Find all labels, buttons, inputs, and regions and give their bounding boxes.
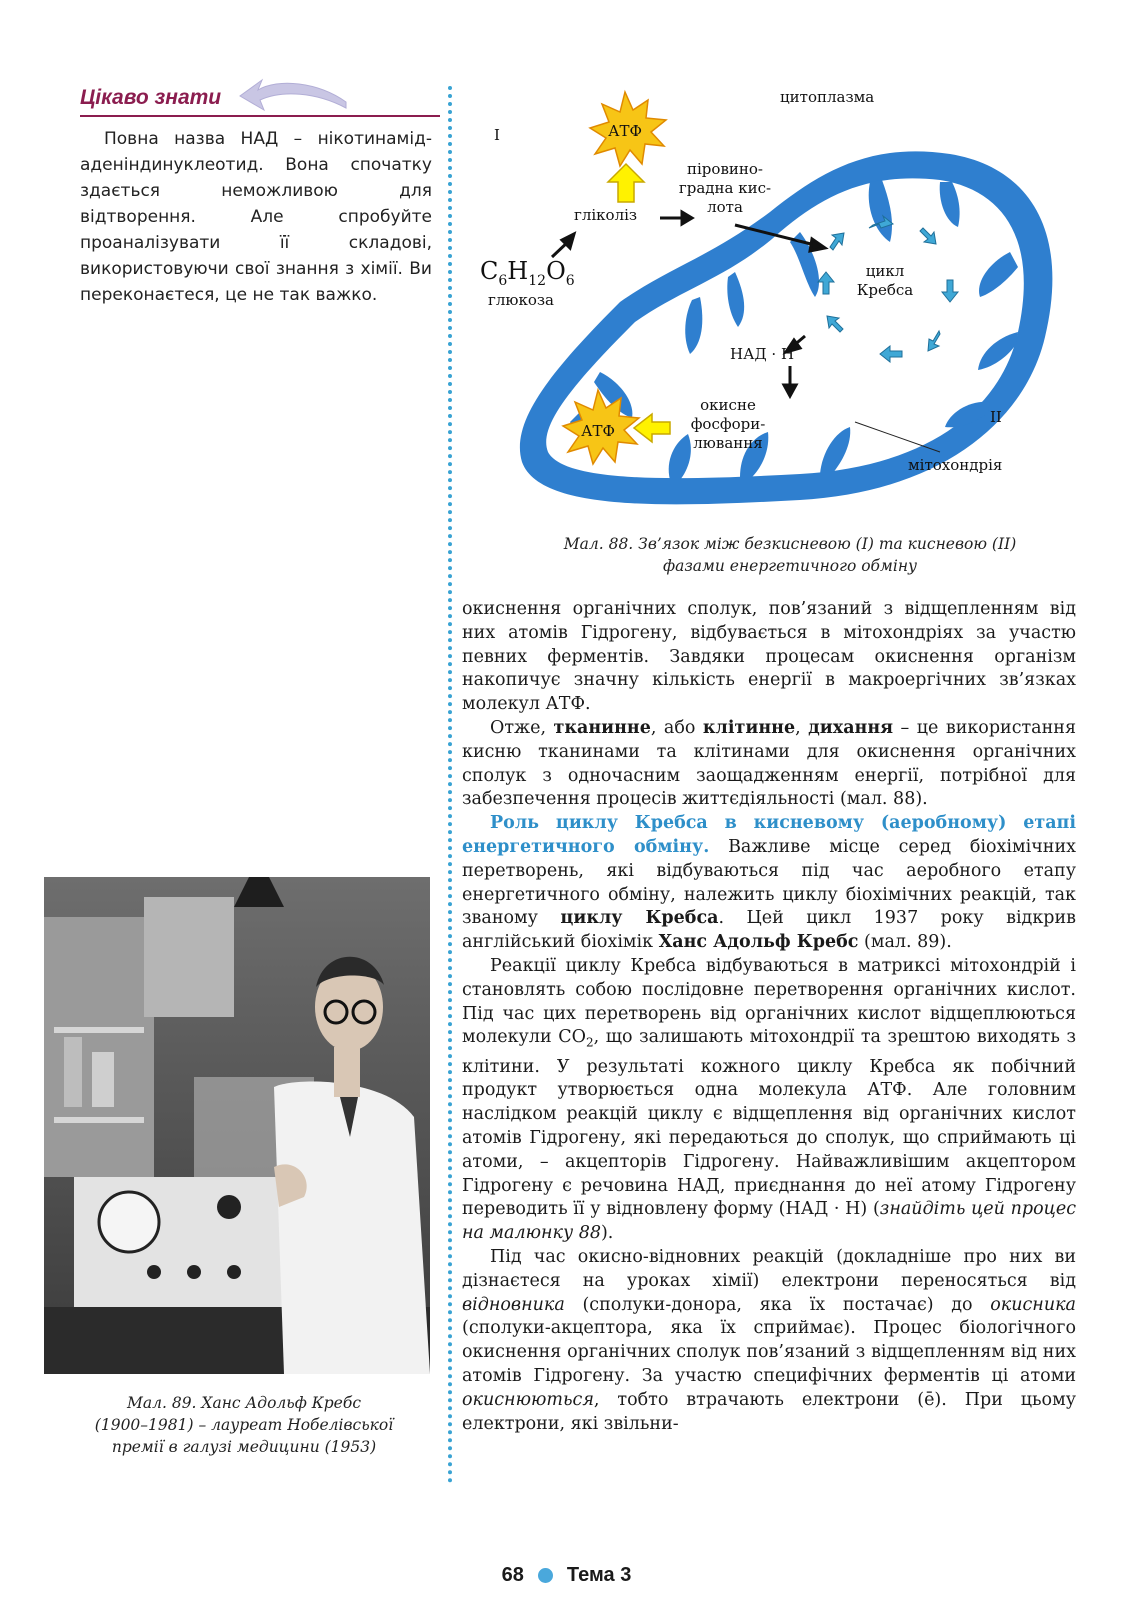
paragraph-1: окиснення органічних сполук, пов’язаний з відщепленням від них атомів Гідрогену, відбувається в мітохондріях за участю певних ферментів. Завдяки процесам окиснення організм накопичує значну кількість енергії в макроергічних зв’язках молекул АТФ. [462, 599, 1076, 715]
krebs-photo [44, 877, 430, 1374]
paragraph-5: Під час окисно-відновних реакцій (докладніше про них ви дізнаєтеся на уроках хімії) електрони переносяться від відновника (сполуки-донора, яка їх постачає) до окисника (сполуки-акцептора, яка їх сприймає). Процес біологічного окиснення органічних сполук пов’язаний з відщепленням від них атомів Гідрогену. За участю специфічних ферментів ці атоми окиснюються, тобто втрачають електрони (ē). При цьому електрони, які звільни- [462, 1247, 1076, 1434]
main-text [462, 598, 1076, 1436]
nadh-label: НАД · Н [730, 345, 795, 363]
page-footer [0, 1564, 1133, 1587]
section-heading: Роль циклу Кребса в кисневому (аеробному) етапі енергетичного обміну. [462, 813, 1076, 857]
figure-88-caption-line-1: Мал. 88. Зв’язок між безкисневою (I) та кисневою (II) [563, 535, 1017, 553]
term-tissue: тканинне [553, 717, 651, 738]
sidebar-title: Цікаво знати [80, 86, 222, 109]
pyruvate-label [675, 160, 775, 217]
oxidative-phosphorylation-label [678, 396, 778, 453]
phase-1-label: I [494, 126, 500, 144]
krebs-line-2: Кребса [856, 281, 914, 299]
krebs-cycle-label [850, 262, 920, 300]
term-respiration: дихання [808, 717, 894, 738]
oxphos-line-2: фосфори- [690, 415, 766, 433]
krebs-line-1: цикл [865, 262, 905, 280]
pyruvate-line-3: лота [707, 198, 743, 216]
topic-label: Тема 3 [566, 1564, 632, 1586]
term-cellular: клітинне [702, 717, 796, 738]
sidebar-rule [80, 115, 440, 117]
energy-metabolism-diagram [470, 82, 1110, 542]
figure-89-caption [44, 1392, 444, 1458]
column-divider [448, 86, 452, 1484]
term-krebs-name: Ханс Адольф Кребс [658, 932, 859, 953]
figure-88-caption-line-2: фазами енергетичного обміну [662, 557, 918, 575]
pyruvate-line-2: градна кис- [678, 179, 772, 197]
oxphos-line-3: лювання [693, 434, 763, 452]
atp-top-label: АТФ [608, 122, 642, 140]
atp-bottom-label: АТФ [581, 422, 615, 440]
figure-89-caption-line-1: Мал. 89. Ханс Адольф Кребс [127, 1394, 361, 1412]
paragraph-4: Реакції циклу Кребса відбуваються в матриксі мітохондрій і становлять собою послідовне перетворення органічних кислот. Під час цих перетворень від органічних кислот відщеплюються молекули $CO_2$, що залишають мітохондрії та зрештою виходять з клітини. У результаті кожного циклу Кребса як побічний продукт утворюється одна молекула АТФ. Але головним наслідком реакцій циклу є відщеплення від органічних кислот атомів Гідрогену, які передаються до сполук, що сприймають ці атоми, – акцепторів Гідрогену. Найважливішим акцептором Гідрогену є речовина НАД, приєднання до неї атому Гідрогену переводить її у відновлену форму (НАД · Н) (знайдіть цей процес на малюнку 88). [462, 955, 1077, 1244]
term-krebs-cycle: циклу Кребса [560, 908, 719, 929]
krebs-photo-illustration [44, 877, 430, 1374]
glucose-label: глюкоза [488, 291, 554, 309]
mitochondrion-label: мітохондрія [908, 456, 1003, 474]
mitochondrion-illustration [470, 82, 1110, 542]
figure-89-caption-line-3: премії в галузі медицини (1953) [111, 1438, 377, 1456]
figure-88-caption [470, 533, 1110, 577]
yellow-up-arrow-icon [608, 164, 644, 202]
figure-89-caption-line-2: (1900–1981) – лауреат Нобелівської [94, 1416, 394, 1434]
pyruvate-line-1: піровино- [687, 160, 763, 178]
curved-arrow-icon [238, 76, 348, 116]
glycolysis-label: гліколіз [574, 206, 638, 224]
paragraph-2: Отже, тканинне, або клітинне, дихання – це використання кисню тканинами та клітинами для окиснення органічних сполук з одночасним заощадженням енергії, потрібної для забезпечення процесів життєдіяльності (мал. 88). [462, 717, 1076, 810]
paragraph-3: Роль циклу Кребса в кисневому (аеробному) етапі енергетичного обміну. Важливе місце серед біохімічних перетворень, які відбуваються під час аеробного етапу енергетичного обміну, належить циклу біохімічних реакцій, так званому циклу Кребса. Цей цикл 1937 року відкрив англійський біохімік Ханс Адольф Кребс (мал. 89). [462, 813, 1077, 953]
phase-2-label: II [990, 408, 1002, 426]
sidebar-text: Повна назва НАД – нікотинамід-аденіндинуклеотид. Вона спочатку здається неможливою для відтворення. Але спробуйте проаналізувати її складові, використовуючи свої знання з хімії. Ви переконаєтеся, це не так важко. [80, 129, 432, 305]
oxphos-line-1: окисне [700, 396, 756, 414]
page-number: 68 [501, 1564, 524, 1586]
glucose-formula: $C_6H_{12}O_6$ [480, 257, 575, 289]
footer-dot-icon [538, 1568, 553, 1583]
cytoplasm-label: цитоплазма [780, 88, 875, 106]
